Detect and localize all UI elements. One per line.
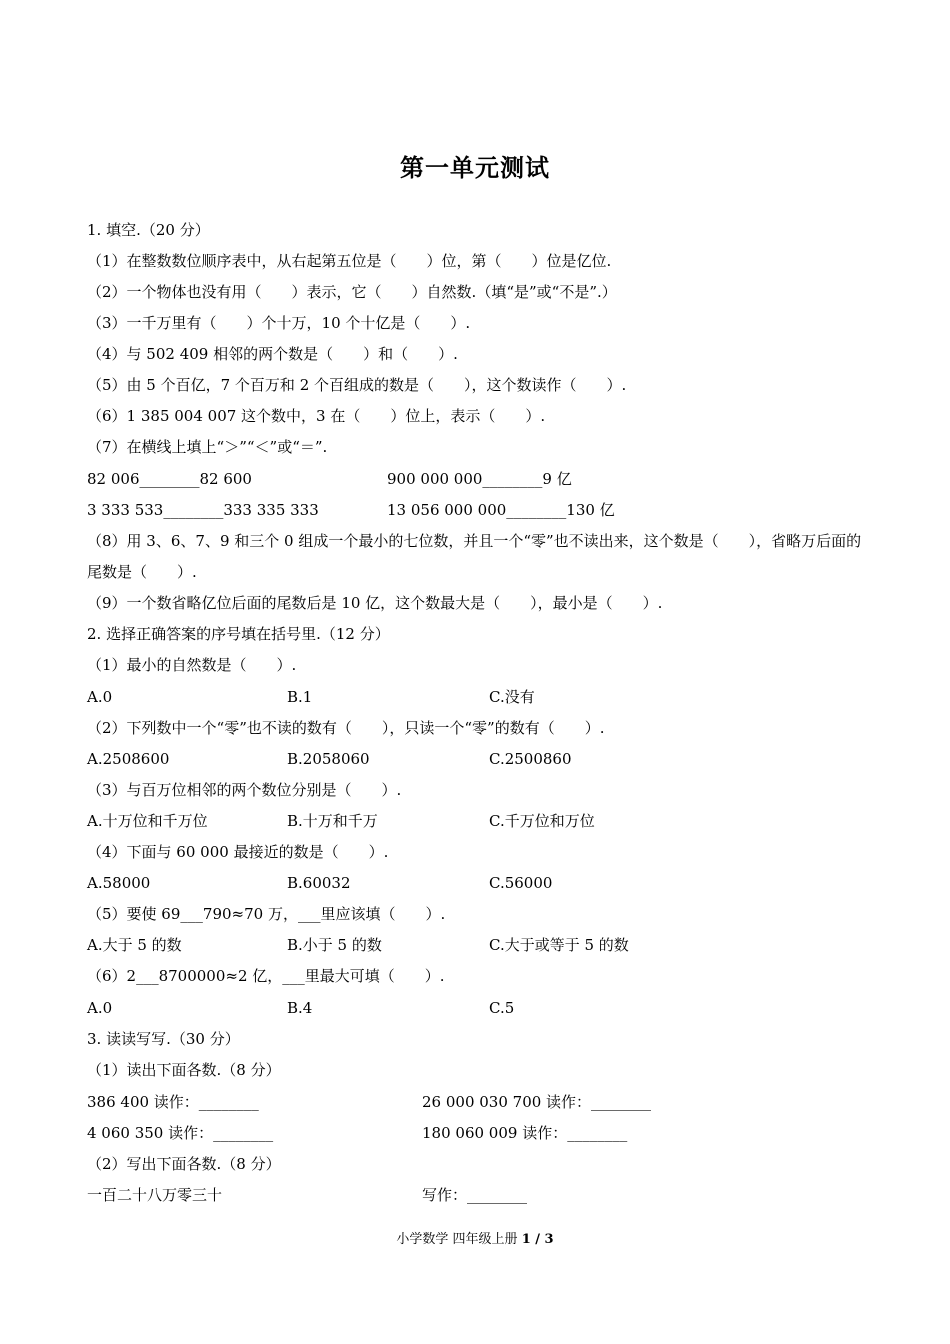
- option-a: A.大于 5 的数: [87, 936, 182, 954]
- question-1-1: （1）在整数数位顺序表中，从右起第五位是（ ）位，第（ ）位是亿位.: [87, 252, 612, 270]
- option-c: C.千万位和万位: [489, 812, 595, 830]
- read-row-2: [87, 1123, 628, 1143]
- option-c: C.56000: [489, 874, 553, 892]
- option-c: C.5: [489, 999, 515, 1017]
- options-2-5: [87, 935, 629, 955]
- option-c: C.没有: [489, 688, 535, 706]
- question-2-5: （5）要使 69___790≈70 万，___里应该填（ ）.: [87, 905, 446, 923]
- write-1-left: 一百二十八万零三十: [87, 1186, 223, 1204]
- question-1-8: （8）用 3、6、7、9 和三个 0 组成一个最小的七位数，并且一个“零”也不读出来，这个数是（ ），省略万后面的尾数是（ ）.: [87, 532, 862, 581]
- compare-1-right: 900 000 000________9 亿: [387, 470, 572, 488]
- question-1-7: （7）在横线上填上“＞”“＜”或“＝”.: [87, 438, 328, 456]
- options-2-3: [87, 811, 595, 831]
- option-a: A.58000: [87, 874, 151, 892]
- compare-row-2: [87, 500, 615, 520]
- compare-2-right: 13 056 000 000________130 亿: [387, 501, 615, 519]
- question-2-1: （1）最小的自然数是（ ）.: [87, 656, 297, 674]
- options-2-4: [87, 873, 553, 893]
- option-b: B.2058060: [287, 750, 370, 768]
- write-row-1: [87, 1185, 528, 1205]
- compare-2-left: 3 333 533________333 335 333: [87, 501, 319, 519]
- read-1-right: 26 000 030 700 读作：________: [422, 1093, 652, 1111]
- footer-page-number: 1 / 3: [521, 1232, 554, 1247]
- question-2-2: （2）下列数中一个“零”也不读的数有（ ），只读一个“零”的数有（ ）.: [87, 719, 605, 737]
- option-b: B.4: [287, 999, 313, 1017]
- option-a: A.0: [87, 999, 113, 1017]
- options-2-6: [87, 998, 515, 1018]
- page-title: 第一单元测试: [400, 153, 550, 182]
- option-c: C.大于或等于 5 的数: [489, 936, 629, 954]
- option-b: B.60032: [287, 874, 351, 892]
- page-footer: [0, 1228, 950, 1247]
- compare-1-left: 82 006________82 600: [87, 470, 252, 488]
- question-1-6: （6）1 385 004 007 这个数中，3 在（ ）位上，表示（ ）.: [87, 407, 546, 425]
- option-b: B.1: [287, 688, 313, 706]
- question-2-4: （4）下面与 60 000 最接近的数是（ ）.: [87, 843, 389, 861]
- footer-subject: 小学数学 四年级上册: [396, 1232, 518, 1247]
- question-2-6: （6）2___8700000≈2 亿，___里最大可填（ ）.: [87, 967, 445, 985]
- read-2-right: 180 060 009 读作：________: [422, 1124, 628, 1142]
- question-1-3: （3）一千万里有（ ）个十万，10 个十亿是（ ）.: [87, 314, 471, 332]
- read-1-left: 386 400 读作：________: [87, 1093, 259, 1111]
- option-a: A.十万位和千万位: [87, 812, 208, 830]
- question-2-3: （3）与百万位相邻的两个数位分别是（ ）.: [87, 781, 402, 799]
- option-b: B.十万和千万: [287, 812, 378, 830]
- question-3-2: （2）写出下面各数.（8 分）: [87, 1155, 281, 1173]
- section-1-heading: 1. 填空.（20 分）: [87, 221, 210, 239]
- question-1-4: （4）与 502 409 相邻的两个数是（ ）和（ ）.: [87, 345, 458, 363]
- section-3-heading: 3. 读读写写.（30 分）: [87, 1030, 240, 1048]
- compare-row-1: [87, 469, 572, 489]
- question-1-9: （9）一个数省略亿位后面的尾数后是 10 亿，这个数最大是（ ），最小是（ ）.: [87, 594, 663, 612]
- option-a: A.2508600: [87, 750, 170, 768]
- section-2-heading: 2. 选择正确答案的序号填在括号里.（12 分）: [87, 625, 390, 643]
- option-a: A.0: [87, 688, 113, 706]
- write-1-right: 写作：________: [422, 1186, 528, 1204]
- question-1-2: （2）一个物体也没有用（ ）表示，它（ ）自然数.（填“是”或“不是”.）: [87, 283, 617, 301]
- read-2-left: 4 060 350 读作：________: [87, 1124, 274, 1142]
- option-b: B.小于 5 的数: [287, 936, 382, 954]
- options-2-2: [87, 749, 572, 769]
- read-row-1: [87, 1092, 652, 1112]
- options-2-1: [87, 687, 535, 707]
- question-1-5: （5）由 5 个百亿，7 个百万和 2 个百组成的数是（ ），这个数读作（ ）.: [87, 376, 627, 394]
- option-c: C.2500860: [489, 750, 572, 768]
- question-3-1: （1）读出下面各数.（8 分）: [87, 1061, 281, 1079]
